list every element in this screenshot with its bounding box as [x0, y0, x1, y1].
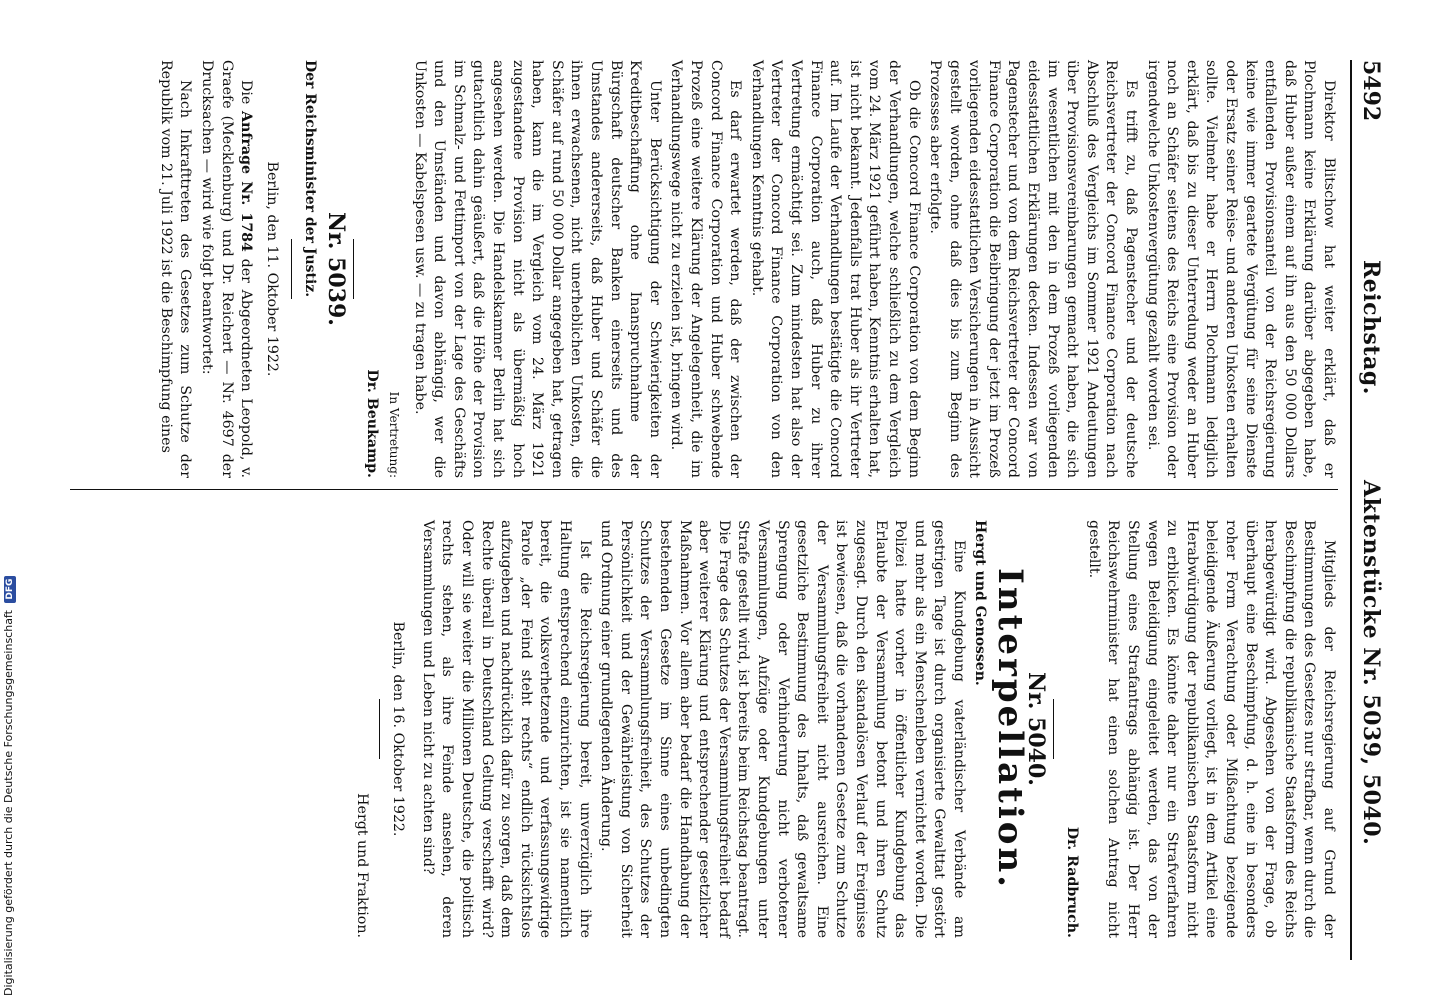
section-number: Nr. 5039.: [322, 212, 349, 326]
paragraph: Es darf erwartet werden, daß der zwischen der Concord Finance Corporation und Huber schwebende Prozeß eine weitere Klärung der Angelegenheit, die im Verhandlungswege nicht zu erzielen ist, bringen wird.: [668, 60, 744, 478]
signature-name: Dr. Beukamp.: [364, 369, 381, 478]
inquiry-reference: Anfrage Nr. 1784: [238, 111, 255, 252]
page-number: 5492: [1358, 60, 1384, 122]
section-title: Interpellation.: [990, 568, 1031, 890]
footer-strip: [0, 0, 20, 1000]
dfg-logo: DFG: [4, 576, 16, 603]
paragraph: Eine Kundgebung vaterländischer Verbände am gestrigen Tage ist durch organisierte Gewalttat gestört und mehr als ein Menschenleben vernichtet worden. Die Polizei hatte vorher in öffentlicher Kundgebung das Erlaubte der Versammlung betont und ihren Schutz zugesagt. Durch den skandalösen Verlauf der Ereignisse ist bewiesen, daß die vorhandenen Gesetze zum Schutze der Versammlungsfreiheit nicht ausreichen. Eine gesetzliche Bestimmung des Inhalts, daß gewaltsame Sprengung oder Verhinderung nicht verbotener Versammlungen, Aufzüge oder Kundgebungen unter Strafe gestellt wird, ist bereits beim Reichstag beantragt. Die Frage des Schutzes der Versammlungsfreiheit bedarf aber weiterer Klärung und entsprechender gesetzlicher Maßnahmen. Vor allem aber bedarf die Handhabung der bestehenden Gesetze im Sinne eines unbedingten Schutzes der Versammlungsfreiheit, des Schutzes der Persönlichkeit und der Gewährleistung von Sicherheit und Ordnung einer grundlegenden Änderung.: [598, 520, 967, 938]
dfg-credit: Digitalisierung gefördert durch die Deutsche Forschungsgemeinschaft DFG: [2, 576, 16, 996]
section-rule: [353, 239, 354, 299]
signature-name: Hergt und Fraktion.: [353, 793, 370, 938]
section-subtitle: Hergt und Genossen.: [972, 520, 989, 686]
date-line: Berlin, den 16. Oktober 1922.: [390, 621, 407, 837]
section-rule: [1053, 699, 1054, 759]
paragraph: Direktor Blitschow hat weiter erklärt, daß er Plochmann keine Erklärung darüber abgegeben habe, daß Huber außer einem auf ihn aus den 50 000 Dollars entfallenden Provisionsanteil von der Reichsregierung keine wie immer geartete Vergütung für seine Dienste oder Ersatz seiner Reise- und anderen Unkosten erhalten sollte. Vielmehr habe er Herrn Plochmann lediglich erklärt, daß bis zu dieser Unterredung weder an Huber noch an Schäfer seitens des Reichs eine Provision oder irgendwelche Unkostenvergütung gezahlt worden sei.: [1144, 60, 1337, 478]
column-divider: [70, 489, 1338, 490]
header-left: Reichstag.: [1358, 260, 1384, 395]
paragraph: Ist die Reichsregierung bereit, unverzüglich ihre Haltung entsprechend einzurichten, ist sie namentlich bereit, die volksverhetzende und verfassungswidrige Parole „der Feind steht rechts“ endlich rücksichtslos aufzugeben und nachdrücklich dafür zu sorgen, daß dem Rechte überall in Deutschland Geltung verschafft wird? Oder will sie weiter die Millionen Deutsche, die politisch rechts stehen, als ihre Feinde ansehen, deren Versammlungen und Leben nicht zu achten sind?: [419, 520, 593, 938]
paragraph: Nach Inkrafttreten des Gesetzes zum Schutze der Republik vom 21. Juli 1922 ist die Beschimpfung eines: [157, 60, 194, 478]
section-number: Nr. 5040.: [1022, 672, 1049, 786]
left-column: [70, 60, 1338, 478]
date-line: Berlin, den 11. Oktober 1922.: [263, 161, 280, 377]
paragraph: Mitglieds der Reichsregierung auf Grund der Bestimmungen des Gesetzes nur strafbar, wenn durch die Beschimpfung die republikanische Staatsform des Reichs herabgewürdigt wird. Abgesehen von der Frage, ob überhaupt eine Beschimpfung, d. h. eine in besonders roher Form Verachtung oder Mißachtung bezeigende beleidigende Äußerung vorliegt, ist in dem Artikel eine Herabwürdigung der republikanischen Staatsform nicht zu erblicken. Es könnte daher nur ein Strafverfahren wegen Beleidigung eingeleitet werden, das von der Stellung eines Strafantrags abhängig ist. Der Herr Reichswehrminister hat einen solchen Antrag nicht gestellt.: [1085, 520, 1337, 938]
section-rule: [291, 239, 292, 299]
page-header: [1350, 60, 1386, 960]
section-title: Der Reichsminister der Justiz.: [302, 60, 319, 298]
paragraph: Ob die Concord Finance Corporation von dem Beginn der Verhandlungen, welche schließlich zu dem Vergleich vom 24. März 1921 geführt haben, Kenntnis erhalten hat, ist nicht bekannt. Jedenfalls trat Huber als ihr Vertreter auf. Im Laufe der Verhandlungen bestätigte die Concord Finance Corporation auch, daß Huber zu ihrer Vertretung ermächtigt sei. Zum mindesten hat also der Vertreter der Concord Finance Corporation von den Verhandlungen Kenntnis gehabt.: [748, 60, 922, 478]
paragraph: Unter Berücksichtigung der Schwierigkeiten der Kreditbeschaffung ohne Inanspruchnahme der Bürgschaft deutscher Banken einerseits und des Umstandes andererseits, daß Huber und Schäfer die ihnen erwachsenen, nicht unerheblichen Unkosten, die Schäfer auf rund 50 000 Dollar angegeben hat, getragen haben, kann die im Vergleich vom 24. März 1921 zugestandene Provision nicht als übermäßig hoch angesehen werden. Die Handelskammer Berlin hat sich gutachtlich dahin geäußert, daß die Höhe der Provision im Schmalz- und Fettimport von der Lage des Geschäfts und den Umständen und davon abhängig, wer die Unkosten — Kabelspesen usw. — zu tragen habe.: [411, 60, 663, 478]
paragraph: Die Anfrage Nr. 1784 der Abgeordneten Leopold, v. Graefe (Mecklenburg) und Dr. Reichert — Nr. 4697 der Drucksachen — wird wie folgt beantwortet:: [198, 60, 255, 478]
paragraph: Es trifft zu, daß Pagenstecher und der deutsche Reichsvertreter der Concord Finance Corporation nach Abschluß des Vergleichs im Sommer 1921 Andeutungen über Provisionsvereinbarungen gemacht haben, die sich im wesentlichen mit den in dem Prozeß vorliegenden eidesstattlichen Erklärungen decken. Indessen war von Pagenstecher und von dem Reichsvertreter der Concord Finance Corporation die Beibringung der jetzt im Prozeß vorliegenden eidesstattlichen Versicherungen in Aussicht gestellt worden, ohne daß dies bis zum Beginn des Prozesses aber erfolgte.: [927, 60, 1140, 478]
header-right: Aktenstücke Nr. 5039, 5040.: [1358, 480, 1384, 846]
signature-name: Dr. Radbruch.: [1064, 826, 1081, 938]
right-column: [70, 520, 1338, 938]
signature-label: In Vertretung:: [387, 391, 402, 478]
section-rule: [379, 699, 380, 759]
